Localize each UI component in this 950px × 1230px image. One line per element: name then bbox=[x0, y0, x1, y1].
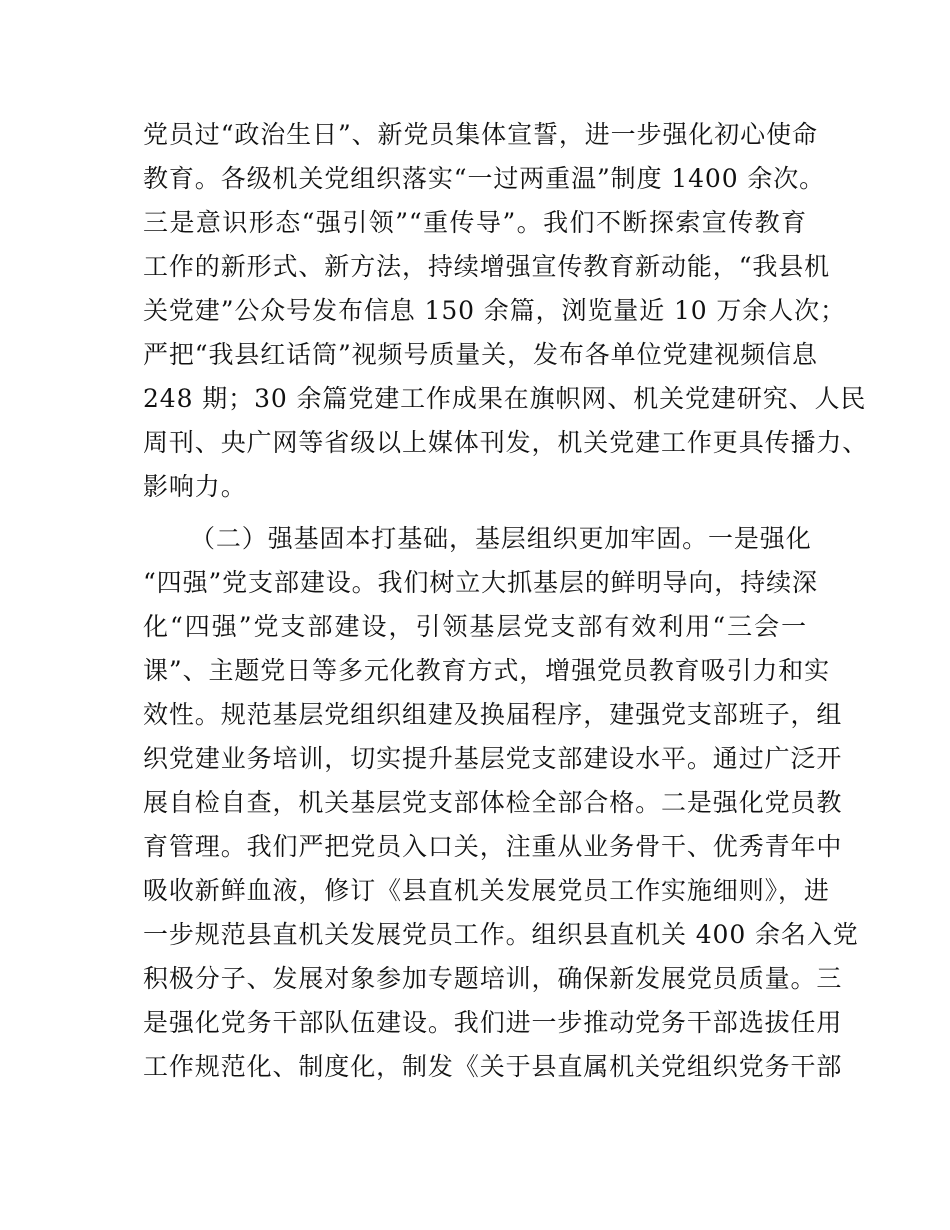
paragraph-2-line: 一步规范县直机关发展党员工作。组织县直机关 400 余名入党 bbox=[143, 920, 859, 949]
paragraph-1-line: 工作的新形式、新方法，持续增强宣传教育新动能，“我县机 bbox=[143, 252, 831, 281]
paragraph-2-line: 化“四强”党支部建设，引领基层党支部有效利用“三会一 bbox=[143, 612, 807, 641]
paragraph-2-line: 工作规范化、制度化，制发《关于县直属机关党组织党务干部 bbox=[143, 1052, 843, 1081]
paragraph-2-line: 课”、主题党日等多元化教育方式，增强党员教育吸引力和实 bbox=[143, 656, 831, 685]
paragraph-1-line: 党员过“政治生日”、新党员集体宣誓，进一步强化初心使命 bbox=[143, 120, 818, 149]
paragraph-1-line: 教育。各级机关党组织落实“一过两重温”制度 1400 余次。 bbox=[143, 164, 826, 193]
paragraph-2-line: 织党建业务培训，切实提升基层党支部建设水平。通过广泛开 bbox=[143, 744, 843, 773]
paragraph-2-line: （二）强基固本打基础，基层组织更加牢固。一是强化 bbox=[190, 524, 812, 553]
paragraph-2-line: “四强”党支部建设。我们树立大抓基层的鲜明导向，持续深 bbox=[143, 568, 818, 597]
paragraph-1-line: 周刊、央广网等省级以上媒体刊发，机关党建工作更具传播力、 bbox=[143, 428, 869, 457]
paragraph-1-line: 关党建”公众号发布信息 150 余篇，浏览量近 10 万余人次； bbox=[143, 296, 846, 325]
paragraph-1-line: 248 期；30 余篇党建工作成果在旗帜网、机关党建研究、人民 bbox=[143, 384, 867, 413]
paragraph-2-line: 育管理。我们严把党员入口关，注重从业务骨干、优秀青年中 bbox=[143, 832, 843, 861]
paragraph-2-line: 展自检自查，机关基层党支部体检全部合格。二是强化党员教 bbox=[143, 788, 843, 817]
paragraph-2-line: 效性。规范基层党组织组建及换届程序，建强党支部班子，组 bbox=[143, 700, 843, 729]
paragraph-1-line: 三是意识形态“强引领”“重传导”。我们不断探索宣传教育 bbox=[143, 208, 807, 237]
paragraph-2-line: 吸收新鲜血液，修订《县直机关发展党员工作实施细则》，进 bbox=[143, 876, 830, 905]
paragraph-1-line: 严把“我县红话筒”视频号质量关，发布各单位党建视频信息 bbox=[143, 340, 818, 369]
paragraph-1-line: 影响力。 bbox=[143, 472, 247, 501]
paragraph-2-line: 是强化党务干部队伍建设。我们进一步推动党务干部选拔任用 bbox=[143, 1008, 843, 1037]
paragraph-2-line: 积极分子、发展对象参加专题培训，确保新发展党员质量。三 bbox=[143, 964, 843, 993]
